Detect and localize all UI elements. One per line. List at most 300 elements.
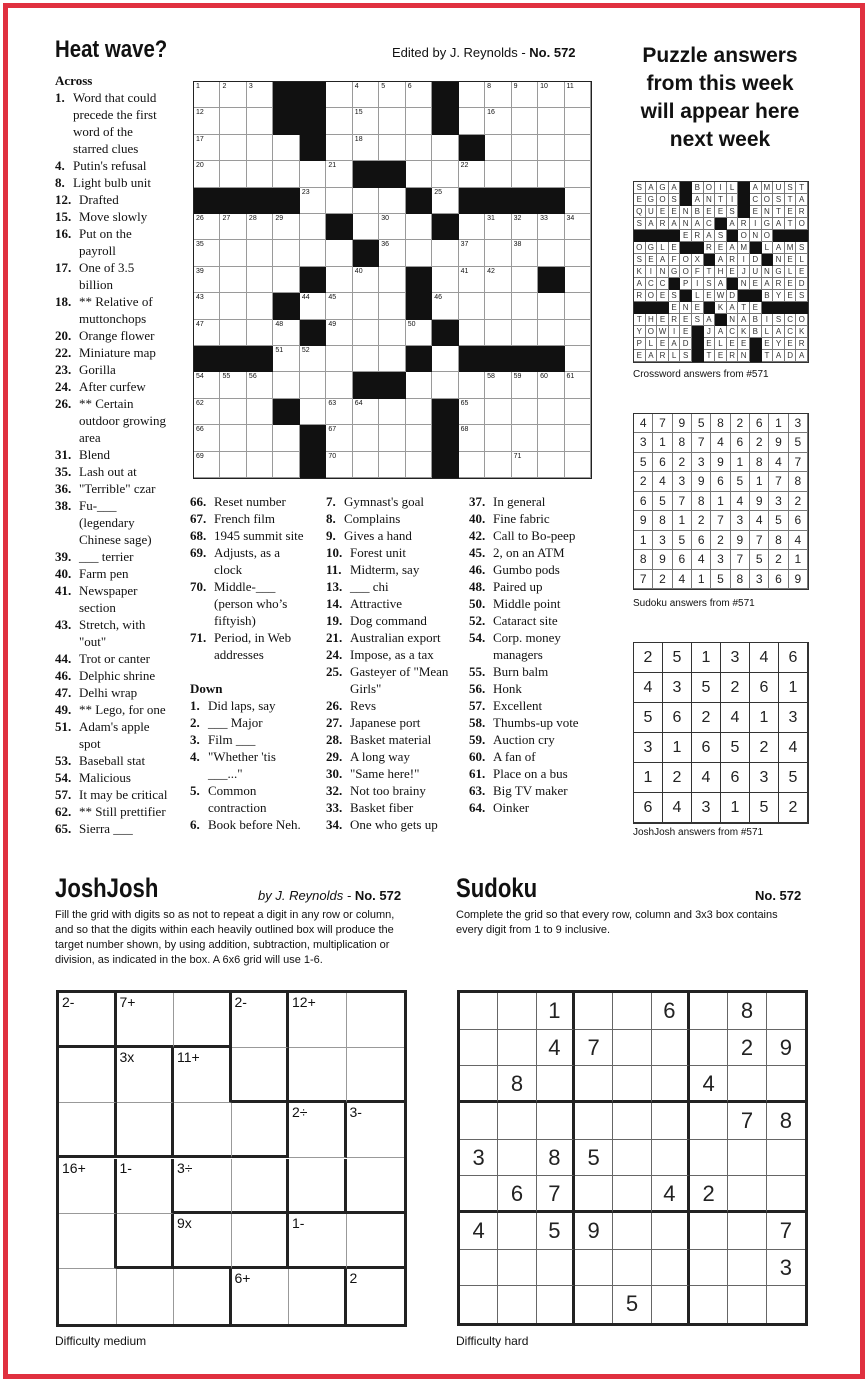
crossword-cell[interactable] [247, 240, 273, 266]
crossword-cell[interactable] [406, 320, 432, 346]
crossword-cell[interactable] [406, 240, 432, 266]
crossword-cell[interactable] [220, 135, 246, 161]
joshjosh-cell[interactable] [289, 1214, 347, 1269]
crossword-cell[interactable] [512, 399, 538, 425]
crossword-cell[interactable] [326, 452, 352, 478]
crossword-cell[interactable] [194, 135, 220, 161]
joshjosh-cell[interactable] [174, 1269, 232, 1324]
joshjosh-cell[interactable] [289, 993, 347, 1048]
crossword-cell[interactable] [326, 399, 352, 425]
crossword-cell[interactable] [353, 188, 379, 214]
joshjosh-cell[interactable] [59, 1269, 117, 1324]
sudoku-empty-cell[interactable] [767, 1140, 805, 1177]
joshjosh-cell[interactable] [289, 1159, 347, 1214]
crossword-cell[interactable] [432, 240, 458, 266]
joshjosh-cell[interactable] [59, 1048, 117, 1103]
crossword-cell[interactable] [326, 293, 352, 319]
crossword-cell[interactable] [326, 267, 352, 293]
sudoku-empty-cell[interactable] [690, 1140, 728, 1177]
answer-black-square [680, 182, 692, 194]
crossword-cell[interactable] [379, 346, 405, 372]
crossword-cell[interactable] [247, 372, 273, 398]
sudoku-empty-cell[interactable] [690, 1250, 728, 1287]
crossword-cell[interactable] [220, 240, 246, 266]
sudoku-empty-cell[interactable] [460, 993, 498, 1030]
crossword-cell[interactable] [406, 425, 432, 451]
crossword-cell[interactable] [194, 82, 220, 108]
crossword-cell[interactable] [220, 214, 246, 240]
crossword-cell[interactable] [247, 108, 273, 134]
crossword-cell[interactable] [485, 452, 511, 478]
crossword-cell[interactable] [459, 161, 485, 187]
crossword-cell[interactable] [194, 161, 220, 187]
crossword-cell[interactable] [432, 188, 458, 214]
crossword-cell[interactable] [538, 320, 564, 346]
crossword-cell[interactable] [220, 399, 246, 425]
crossword-cell[interactable] [379, 188, 405, 214]
crossword-cell[interactable] [406, 372, 432, 398]
crossword-cell[interactable] [406, 82, 432, 108]
sudoku-empty-cell[interactable] [767, 1286, 805, 1323]
crossword-cell[interactable] [379, 425, 405, 451]
cell-number: 44 [301, 294, 310, 302]
crossword-cell[interactable] [273, 372, 299, 398]
crossword-cell[interactable] [353, 214, 379, 240]
sudoku-empty-cell[interactable] [498, 1140, 536, 1177]
crossword-cell[interactable] [512, 240, 538, 266]
crossword-cell[interactable] [353, 399, 379, 425]
crossword-cell[interactable] [512, 267, 538, 293]
crossword-cell[interactable] [220, 372, 246, 398]
crossword-cell[interactable] [406, 399, 432, 425]
joshjosh-cell[interactable] [174, 1048, 232, 1103]
joshjosh-cell[interactable] [347, 1048, 405, 1103]
joshjosh-cell[interactable] [232, 1103, 290, 1158]
crossword-cell[interactable] [565, 214, 591, 240]
crossword-cell[interactable] [194, 452, 220, 478]
crossword-cell[interactable] [247, 82, 273, 108]
joshjosh-cell[interactable] [117, 993, 175, 1048]
crossword-cell[interactable] [194, 399, 220, 425]
crossword-cell[interactable] [512, 82, 538, 108]
crossword-cell[interactable] [565, 320, 591, 346]
sudoku-empty-cell[interactable] [613, 1103, 651, 1140]
crossword-cell[interactable] [353, 108, 379, 134]
sudoku-empty-cell[interactable] [690, 1103, 728, 1140]
sudoku-empty-cell[interactable] [767, 1176, 805, 1213]
crossword-cell[interactable] [220, 161, 246, 187]
crossword-cell[interactable] [247, 320, 273, 346]
joshjosh-cell[interactable] [174, 1214, 232, 1269]
sudoku-empty-cell[interactable] [728, 1176, 766, 1213]
sudoku-empty-cell[interactable] [728, 1250, 766, 1287]
crossword-cell[interactable] [220, 293, 246, 319]
crossword-cell[interactable] [485, 161, 511, 187]
crossword-cell[interactable] [406, 108, 432, 134]
crossword-cell[interactable] [459, 214, 485, 240]
answer-cell: E [738, 338, 750, 350]
sudoku-empty-cell[interactable] [537, 1250, 575, 1287]
crossword-cell[interactable] [220, 320, 246, 346]
cage-clue: 2- [234, 994, 247, 1010]
sudoku-empty-cell[interactable] [537, 1286, 575, 1323]
sudoku-empty-cell[interactable] [460, 1250, 498, 1287]
crossword-cell[interactable] [353, 452, 379, 478]
crossword-cell[interactable] [379, 82, 405, 108]
crossword-cell[interactable] [194, 214, 220, 240]
clue-number: 67. [190, 511, 207, 526]
crossword-cell[interactable] [194, 372, 220, 398]
crossword-cell[interactable] [565, 108, 591, 134]
crossword-cell[interactable] [485, 135, 511, 161]
crossword-cell[interactable] [247, 293, 273, 319]
crossword-cell[interactable] [247, 425, 273, 451]
crossword-cell[interactable] [194, 425, 220, 451]
joshjosh-cell[interactable] [59, 993, 117, 1048]
crossword-cell[interactable] [194, 267, 220, 293]
joshjosh-cell[interactable] [289, 1103, 347, 1158]
crossword-cell[interactable] [538, 240, 564, 266]
clue-item [190, 578, 304, 629]
joshjosh-cell[interactable] [232, 1269, 290, 1324]
crossword-cell[interactable] [379, 399, 405, 425]
sudoku-empty-cell[interactable] [460, 1103, 498, 1140]
answer-cell: C [704, 218, 716, 230]
crossword-cell[interactable] [459, 399, 485, 425]
crossword-cell[interactable] [538, 135, 564, 161]
answer-cell: A [657, 254, 669, 266]
crossword-cell[interactable] [485, 267, 511, 293]
crossword-cell[interactable] [459, 267, 485, 293]
crossword-cell[interactable] [273, 346, 299, 372]
sudoku-empty-cell[interactable] [498, 993, 536, 1030]
joshjosh-cell[interactable] [174, 1159, 232, 1214]
crossword-cell[interactable] [220, 267, 246, 293]
crossword-cell[interactable] [432, 372, 458, 398]
crossword-cell[interactable] [565, 267, 591, 293]
sudoku-empty-cell[interactable] [690, 1030, 728, 1067]
crossword-cell[interactable] [565, 161, 591, 187]
sudoku-empty-cell[interactable] [613, 993, 651, 1030]
crossword-cell[interactable] [273, 452, 299, 478]
crossword-cell[interactable] [565, 399, 591, 425]
sudoku-empty-cell[interactable] [652, 1066, 690, 1103]
crossword-cell[interactable] [459, 372, 485, 398]
crossword-cell[interactable] [538, 108, 564, 134]
crossword-cell[interactable] [459, 240, 485, 266]
sudoku-empty-cell[interactable] [575, 1103, 613, 1140]
sudoku-empty-cell[interactable] [728, 1066, 766, 1103]
sudoku-empty-cell[interactable] [613, 1030, 651, 1067]
clue-item [55, 259, 167, 293]
crossword-cell[interactable] [485, 240, 511, 266]
joshjosh-cell[interactable] [117, 1048, 175, 1103]
crossword-cell[interactable] [406, 161, 432, 187]
crossword-cell[interactable] [220, 82, 246, 108]
crossword-cell[interactable] [565, 346, 591, 372]
clue-text [214, 629, 304, 663]
sudoku-empty-cell[interactable] [460, 1066, 498, 1103]
crossword-cell[interactable] [220, 452, 246, 478]
black-square [194, 188, 220, 214]
crossword-cell[interactable] [300, 399, 326, 425]
joshjosh-cell[interactable] [232, 1159, 290, 1214]
crossword-cell[interactable] [485, 82, 511, 108]
joshjosh-cell[interactable] [347, 1269, 405, 1324]
crossword-cell[interactable] [326, 372, 352, 398]
sudoku-empty-cell[interactable] [767, 993, 805, 1030]
crossword-cell[interactable] [538, 452, 564, 478]
crossword-cell[interactable] [353, 320, 379, 346]
crossword-cell[interactable] [379, 293, 405, 319]
crossword-cell[interactable] [247, 267, 273, 293]
joshjosh-cell[interactable] [232, 1214, 290, 1269]
joshjosh-cell[interactable] [59, 1103, 117, 1158]
crossword-cell[interactable] [565, 425, 591, 451]
crossword-cell[interactable] [273, 320, 299, 346]
crossword-cell[interactable] [326, 425, 352, 451]
crossword-cell[interactable] [379, 452, 405, 478]
crossword-cell[interactable] [538, 82, 564, 108]
sudoku-empty-cell[interactable] [460, 1030, 498, 1067]
crossword-cell[interactable] [273, 214, 299, 240]
crossword-cell[interactable] [247, 214, 273, 240]
crossword-cell[interactable] [459, 452, 485, 478]
crossword-cell[interactable] [432, 161, 458, 187]
crossword-cell[interactable] [565, 452, 591, 478]
crossword-cell[interactable] [485, 425, 511, 451]
crossword-cell[interactable] [512, 214, 538, 240]
crossword-cell[interactable] [300, 293, 326, 319]
crossword-cell[interactable] [459, 82, 485, 108]
crossword-cell[interactable] [326, 188, 352, 214]
sudoku-empty-cell[interactable] [652, 1213, 690, 1250]
crossword-cell[interactable] [379, 267, 405, 293]
joshjosh-cell[interactable] [117, 1103, 175, 1158]
crossword-cell[interactable] [512, 372, 538, 398]
crossword-cell[interactable] [326, 161, 352, 187]
crossword-cell[interactable] [485, 399, 511, 425]
crossword-cell[interactable] [194, 293, 220, 319]
joshjosh-cell[interactable] [347, 993, 405, 1048]
sudoku-empty-cell[interactable] [613, 1213, 651, 1250]
crossword-cell[interactable] [538, 293, 564, 319]
crossword-cell[interactable] [326, 135, 352, 161]
crossword-cell[interactable] [247, 399, 273, 425]
sudoku-empty-cell[interactable] [498, 1030, 536, 1067]
crossword-cell[interactable] [379, 135, 405, 161]
answer-cell: T [715, 194, 727, 206]
crossword-cell[interactable] [353, 82, 379, 108]
sudoku-empty-cell[interactable] [575, 1250, 613, 1287]
sudoku-empty-cell[interactable] [575, 1286, 613, 1323]
joshjosh-cell[interactable] [347, 1159, 405, 1214]
sudoku-empty-cell[interactable] [498, 1103, 536, 1140]
sudoku-grid [457, 990, 808, 1326]
sudoku-empty-cell[interactable] [728, 1140, 766, 1177]
crossword-cell[interactable] [432, 267, 458, 293]
sudoku-empty-cell[interactable] [537, 1103, 575, 1140]
crossword-cell[interactable] [300, 240, 326, 266]
crossword-cell[interactable] [220, 425, 246, 451]
joshjosh-cell[interactable] [174, 1103, 232, 1158]
crossword-cell[interactable] [485, 320, 511, 346]
crossword-cell[interactable] [512, 108, 538, 134]
crossword-cell[interactable] [300, 188, 326, 214]
crossword-cell[interactable] [379, 240, 405, 266]
crossword-cell[interactable] [512, 293, 538, 319]
joshjosh-cell[interactable] [289, 1269, 347, 1324]
crossword-cell[interactable] [485, 293, 511, 319]
crossword-cell[interactable] [326, 82, 352, 108]
crossword-cell[interactable] [512, 425, 538, 451]
crossword-cell[interactable] [538, 399, 564, 425]
clue-text-line: "out" [79, 634, 107, 649]
sudoku-empty-cell[interactable] [498, 1286, 536, 1323]
crossword-cell[interactable] [379, 108, 405, 134]
sudoku-empty-cell[interactable] [498, 1250, 536, 1287]
crossword-cell[interactable] [406, 452, 432, 478]
crossword-cell[interactable] [300, 161, 326, 187]
joshjosh-cell[interactable] [117, 1269, 175, 1324]
crossword-cell[interactable] [565, 240, 591, 266]
crossword-cell[interactable] [247, 135, 273, 161]
sudoku-empty-cell[interactable] [537, 1066, 575, 1103]
crossword-cell[interactable] [326, 346, 352, 372]
crossword-cell[interactable] [485, 108, 511, 134]
crossword-cell[interactable] [194, 108, 220, 134]
crossword-cell[interactable] [273, 425, 299, 451]
crossword-cell[interactable] [353, 425, 379, 451]
crossword-cell[interactable] [565, 372, 591, 398]
clue-number: 20. [55, 328, 72, 343]
answer-cell: E [727, 338, 739, 350]
crossword-cell[interactable] [512, 320, 538, 346]
crossword-cell[interactable] [406, 135, 432, 161]
answer-cell: T [738, 302, 750, 314]
joshjosh-cell[interactable] [347, 1214, 405, 1269]
sudoku-empty-cell[interactable] [460, 1176, 498, 1213]
crossword-cell[interactable] [326, 108, 352, 134]
sudoku-empty-cell[interactable] [652, 1140, 690, 1177]
joshjosh-cell[interactable] [59, 1214, 117, 1269]
crossword-cell[interactable] [512, 135, 538, 161]
crossword-cell[interactable] [406, 214, 432, 240]
sudoku-empty-cell[interactable] [575, 1066, 613, 1103]
crossword-cell[interactable] [485, 372, 511, 398]
crossword-cell[interactable] [565, 135, 591, 161]
crossword-cell[interactable] [459, 293, 485, 319]
crossword-cell[interactable] [538, 214, 564, 240]
joshjosh-cell[interactable] [232, 1048, 290, 1103]
crossword-cell[interactable] [459, 425, 485, 451]
crossword-cell[interactable] [538, 372, 564, 398]
sudoku-empty-cell[interactable] [575, 993, 613, 1030]
crossword-cell[interactable] [353, 267, 379, 293]
crossword-cell[interactable] [432, 135, 458, 161]
sudoku-empty-cell[interactable] [652, 1286, 690, 1323]
crossword-cell[interactable] [247, 452, 273, 478]
crossword-cell[interactable] [300, 372, 326, 398]
crossword-cell[interactable] [273, 161, 299, 187]
clue-number: 53. [55, 753, 72, 768]
crossword-cell[interactable] [538, 425, 564, 451]
crossword-cell[interactable] [379, 214, 405, 240]
crossword-cell[interactable] [247, 161, 273, 187]
answer-cell: 3 [673, 472, 692, 491]
joshjosh-cell[interactable] [117, 1214, 175, 1269]
sudoku-empty-cell[interactable] [498, 1213, 536, 1250]
sudoku-empty-cell[interactable] [690, 1286, 728, 1323]
sudoku-empty-cell[interactable] [652, 1103, 690, 1140]
crossword-cell[interactable] [326, 240, 352, 266]
sudoku-empty-cell[interactable] [652, 1030, 690, 1067]
sudoku-empty-cell[interactable] [690, 1213, 728, 1250]
crossword-cell[interactable] [565, 82, 591, 108]
crossword-cell[interactable] [512, 161, 538, 187]
joshjosh-cell[interactable] [232, 993, 290, 1048]
clue-number: 54. [469, 630, 486, 645]
joshjosh-cell[interactable] [289, 1048, 347, 1103]
black-square [406, 267, 432, 293]
joshjosh-cell[interactable] [347, 1103, 405, 1158]
crossword-cell[interactable] [432, 293, 458, 319]
sudoku-empty-cell[interactable] [613, 1066, 651, 1103]
sudoku-empty-cell[interactable] [728, 1286, 766, 1323]
sudoku-difficulty: Difficulty hard [456, 1334, 529, 1348]
crossword-cell[interactable] [353, 346, 379, 372]
crossword-cell[interactable] [273, 135, 299, 161]
crossword-cell[interactable] [565, 293, 591, 319]
clue-text [350, 646, 448, 663]
joshjosh-cell[interactable] [59, 1159, 117, 1214]
sudoku-empty-cell[interactable] [690, 993, 728, 1030]
clue-number: 26. [55, 396, 72, 411]
crossword-cell[interactable] [300, 214, 326, 240]
sudoku-empty-cell[interactable] [460, 1286, 498, 1323]
sudoku-empty-cell[interactable] [613, 1176, 651, 1213]
crossword-cell[interactable] [432, 346, 458, 372]
crossword-cell[interactable] [538, 161, 564, 187]
sudoku-empty-cell[interactable] [728, 1213, 766, 1250]
crossword-cell[interactable] [512, 452, 538, 478]
crossword-cell[interactable] [379, 320, 405, 346]
crossword-cell[interactable] [485, 214, 511, 240]
joshjosh-cell[interactable] [174, 993, 232, 1048]
crossword-cell[interactable] [194, 240, 220, 266]
crossword-cell[interactable] [353, 135, 379, 161]
clue-text-line: Delhi wrap [79, 685, 138, 700]
crossword-cell[interactable] [326, 320, 352, 346]
crossword-cell[interactable] [220, 108, 246, 134]
crossword-cell[interactable] [459, 320, 485, 346]
clue-text [350, 816, 448, 833]
crossword-cell[interactable] [273, 267, 299, 293]
crossword-cell[interactable] [194, 320, 220, 346]
sudoku-empty-cell[interactable] [613, 1140, 651, 1177]
sudoku-empty-cell[interactable] [652, 1250, 690, 1287]
joshjosh-cell[interactable] [117, 1159, 175, 1214]
sudoku-empty-cell[interactable] [575, 1176, 613, 1213]
crossword-cell[interactable] [459, 108, 485, 134]
crossword-cell[interactable] [273, 240, 299, 266]
crossword-cell[interactable] [300, 346, 326, 372]
sudoku-empty-cell[interactable] [767, 1066, 805, 1103]
sudoku-empty-cell[interactable] [613, 1250, 651, 1287]
crossword-cell[interactable] [353, 293, 379, 319]
crossword-cell[interactable] [565, 188, 591, 214]
clue-text-line: starred clues [73, 141, 139, 156]
